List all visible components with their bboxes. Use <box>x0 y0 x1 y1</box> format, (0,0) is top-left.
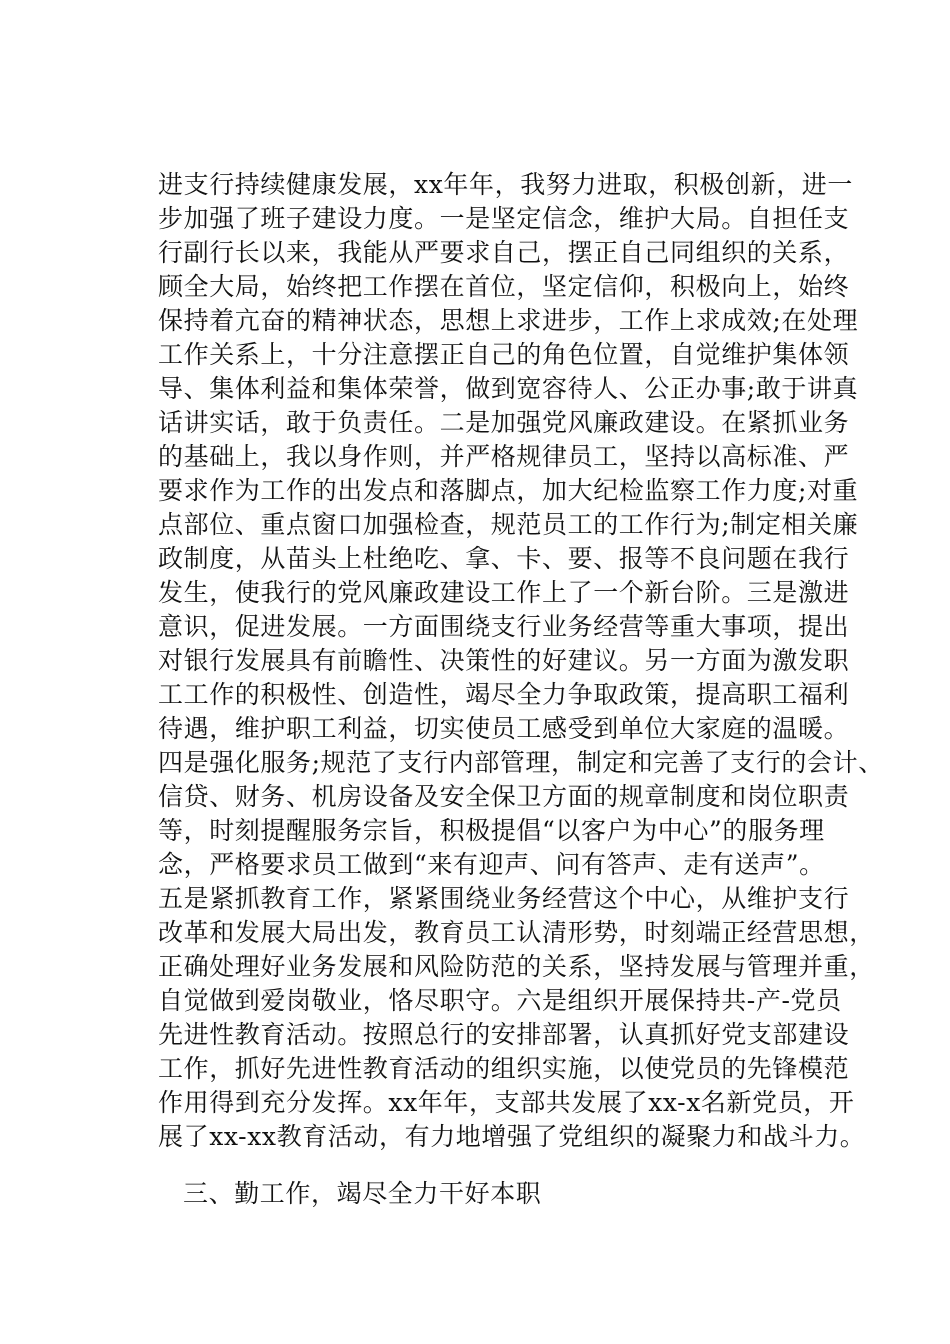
body-line: 待遇，维护职工利益，切实使员工感受到单位大家庭的温暖。 <box>158 714 850 743</box>
body-line: 工工作的积极性、创造性，竭尽全力争取政策，提高职工福利 <box>158 680 850 709</box>
body-line: 四是强化服务;规范了支行内部管理，制定和完善了支行的会计、 <box>158 748 884 777</box>
body-line: 改革和发展大局出发，教育员工认清形势，时刻端正经营思想， <box>158 918 875 947</box>
body-line: 发生，使我行的党风廉政建设工作上了一个新台阶。三是激进 <box>158 578 850 607</box>
body-line: 步加强了班子建设力度。一是坚定信念，维护大局。自担任支 <box>158 204 850 233</box>
body-line: 自觉做到爱岗敬业，恪尽职守。六是组织开展保持共-产-党员 <box>158 986 842 1015</box>
body-line: 信贷、财务、机房设备及安全保卫方面的规章制度和岗位职责 <box>158 782 850 811</box>
body-line: 话讲实话，敢于负责任。二是加强党风廉政建设。在紧抓业务 <box>158 408 850 437</box>
body-line: 导、集体利益和集体荣誉，做到宽容待人、公正办事;敢于讲真 <box>158 374 859 403</box>
body-line: 的基础上，我以身作则，并严格规律员工，坚持以高标准、严 <box>158 442 850 471</box>
body-line: 等，时刻提醒服务宗旨，积极提倡“以客户为中心”的服务理 <box>158 816 825 845</box>
body-line: 正确处理好业务发展和风险防范的关系，坚持发展与管理并重， <box>158 952 875 981</box>
body-line: 要求作为工作的出发点和落脚点，加大纪检监察工作力度;对重 <box>158 476 859 505</box>
body-line: 五是紧抓教育工作，紧紧围绕业务经营这个中心，从维护支行 <box>158 884 850 913</box>
body-line: 对银行发展具有前瞻性、决策性的好建议。另一方面为激发职 <box>158 646 850 675</box>
body-line: 意识，促进发展。一方面围绕支行业务经营等重大事项，提出 <box>158 612 850 641</box>
body-line: 工作关系上，十分注意摆正自己的角色位置，自觉维护集体领 <box>158 340 850 369</box>
body-line: 先进性教育活动。按照总行的安排部署，认真抓好党支部建设 <box>158 1020 850 1049</box>
section-heading: 三、勤工作，竭尽全力干好本职 <box>183 1179 542 1208</box>
body-line: 顾全大局，始终把工作摆在首位，坚定信仰，积极向上，始终 <box>158 272 850 301</box>
body-line: 政制度，从苗头上杜绝吃、拿、卡、要、报等不良问题在我行 <box>158 544 850 573</box>
body-line: 作用得到充分发挥。xx年年，支部共发展了xx-x名新党员，开 <box>158 1088 855 1117</box>
body-line: 工作，抓好先进性教育活动的组织实施，以使党员的先锋模范 <box>158 1054 850 1083</box>
body-line: 行副行长以来，我能从严要求自己，摆正自己同组织的关系， <box>158 238 850 267</box>
body-line: 念，严格要求员工做到“来有迎声、问有答声、走有送声”。 <box>158 850 825 879</box>
body-line: 展了xx-xx教育活动，有力地增强了党组织的凝聚力和战斗力。 <box>158 1122 866 1151</box>
body-line: 保持着亢奋的精神状态，思想上求进步，工作上求成效;在处理 <box>158 306 859 335</box>
body-line: 点部位、重点窗口加强检查，规范员工的工作行为;制定相关廉 <box>158 510 859 539</box>
body-line: 进支行持续健康发展，xx年年，我努力进取，积极创新，进一 <box>158 170 854 199</box>
